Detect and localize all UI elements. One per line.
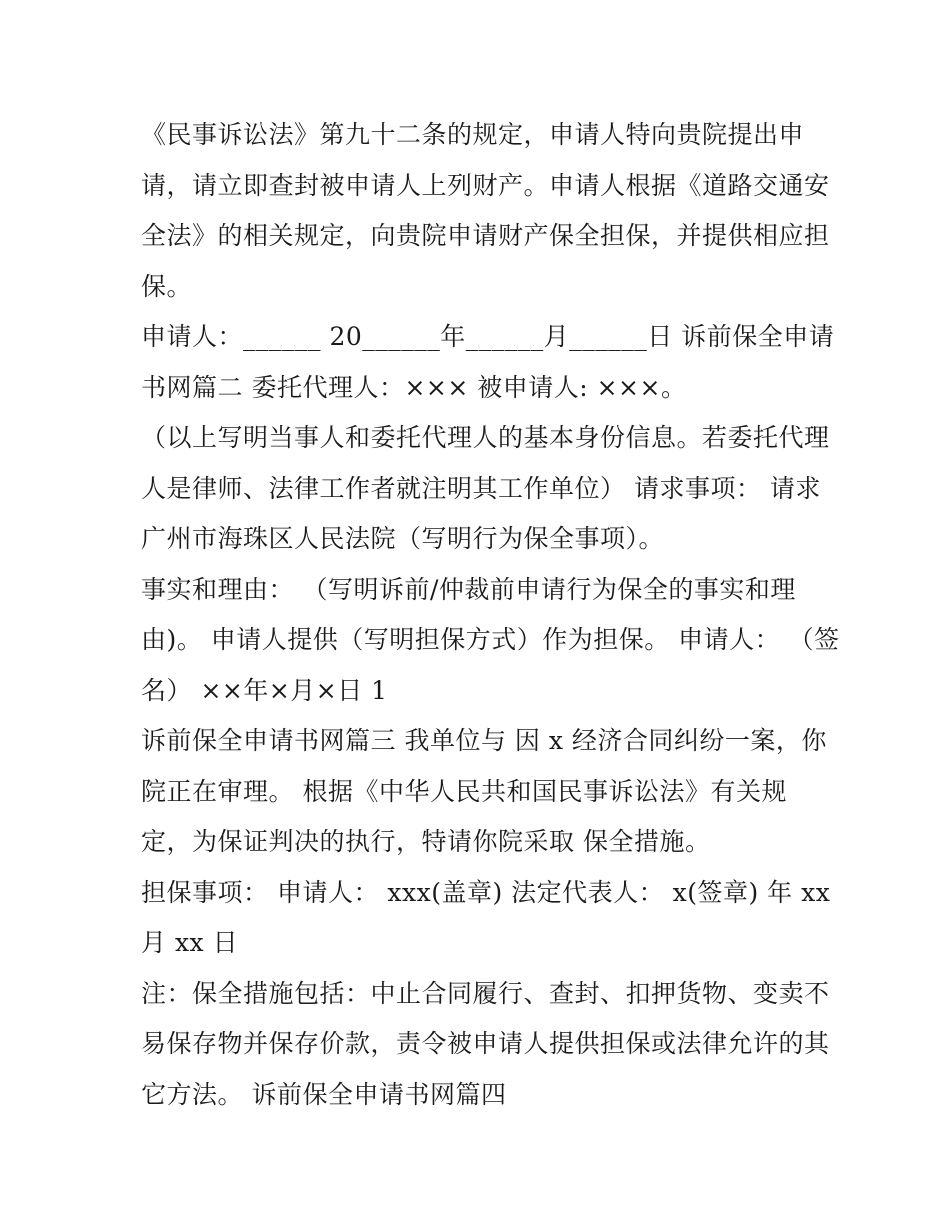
text-line: 由)。 申请人提供（写明担保方式）作为担保。 申请人： （签 [141,625,840,654]
text-line: 易保存物并保存价款，责令被申请人提供担保或法律允许的其 [141,1029,830,1058]
text-line: 名） ××年×月×日 1 [141,675,388,705]
document-body [141,110,840,1120]
text-line: 它方法。 诉前保全申请书网篇四 [141,1079,507,1109]
text-line: 注：保全措施包括：中止合同履行、查封、扣押货物、变卖不 [141,978,830,1008]
paragraph-template-three [141,716,827,868]
paragraph-applicant-signature [141,312,835,413]
text-line: 请，请立即查封被申请人上列财产。申请人根据《道路交通安 [141,170,830,200]
text-line: 书网篇二 委托代理人：××× 被申请人: ×××。 [141,372,687,402]
text-line: （以上写明当事人和委托代理人的基本身份信息。若委托代理 [141,423,830,452]
paragraph-party-info [141,413,830,565]
text-line: 人是律师、法律工作者就注明其工作单位） 请求事项： 请求 [141,473,821,503]
text-line: 诉前保全申请书网篇三 我单位与 因 x 经济合同纠纷一案，你 [141,726,827,755]
text-line: 保。 [141,271,193,301]
text-line: 申请人：______ 20______年______月______日 诉前保全申请 [141,322,835,351]
text-line: 担保事项： 申请人： xxx(盖章) 法定代表人： x(签章) 年 xx [141,877,831,907]
text-line: 事实和理由： （写明诉前/仲裁前申请行为保全的事实和理 [141,574,796,604]
paragraph-facts-and-reasons [141,565,840,717]
text-line: 院正在审理。 根据《中华人民共和国民事诉讼法》有关规 [141,776,787,806]
paragraph-guarantee-items [141,868,831,969]
text-line: 广州市海珠区人民法院（写明行为保全事项）。 [141,524,665,553]
text-line: 《民事诉讼法》第九十二条的规定，申请人特向贵院提出申 [141,120,805,149]
text-line: 月 xx 日 [141,928,239,957]
paragraph-civil-procedure-request [141,110,830,312]
text-line: 定，为保证判决的执行，特请你院采取 保全措施。 [141,827,711,856]
paragraph-note [141,969,830,1121]
text-line: 全法》的相关规定，向贵院申请财产保全担保，并提供相应担 [141,221,830,250]
